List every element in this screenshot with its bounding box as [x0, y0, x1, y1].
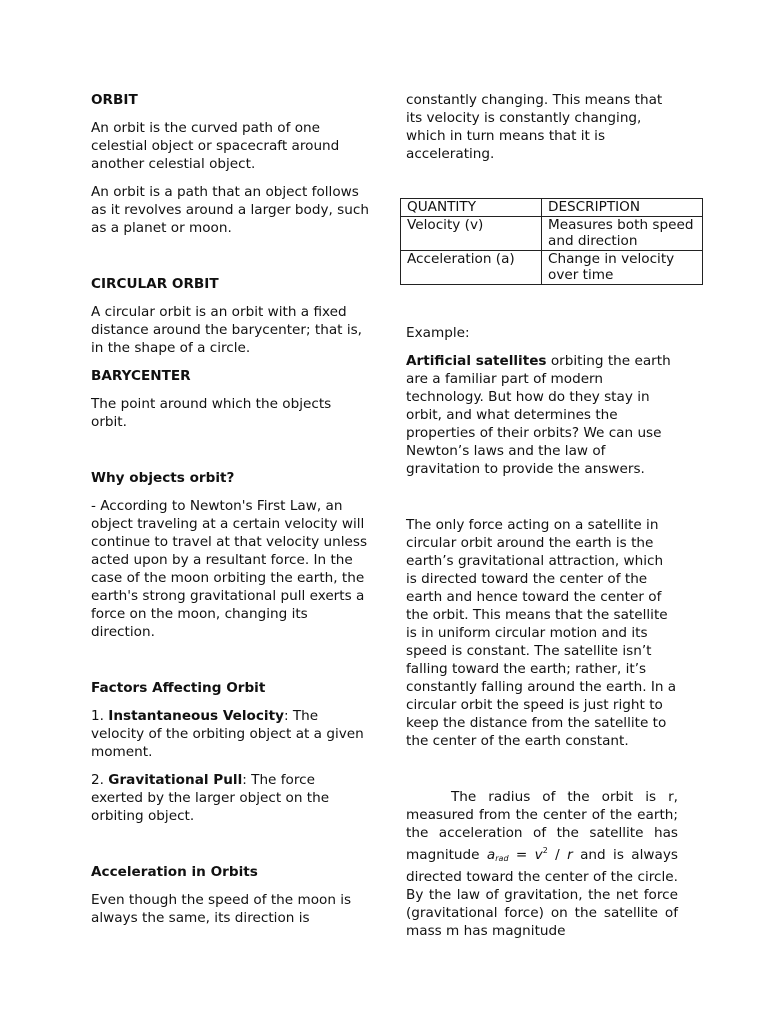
acceleration-text: Even though the speed of the moon is always the same, its direction is	[91, 892, 352, 926]
math-equals: =	[508, 846, 535, 863]
math-superscript: 2	[542, 845, 548, 855]
factor-2	[91, 771, 369, 825]
orbit-radius-paragraph	[406, 788, 678, 940]
acceleration-continued-text: constantly changing. This means that its velocity is constantly changing, which in turn means that it is accelerating.	[406, 92, 663, 162]
circular-orbit-definition: A circular orbit is an orbit with a fixed distance around the barycenter; that is, in the shape of a circle.	[91, 304, 363, 356]
orbit-definition-2: An orbit is a path that an object follows as it revolves around a larger body, such as a planet or moon.	[91, 184, 369, 236]
spacer	[406, 173, 678, 198]
spacer	[91, 247, 369, 275]
radius-text-b: and is always directed toward the center of the circle. By the law of gravitation, the net force (gravitational force) on the satellite of mass m has magnitude	[406, 846, 678, 939]
spacer	[91, 441, 369, 469]
math-a: a	[486, 846, 496, 863]
math-r: r	[567, 846, 573, 863]
quantity-table	[400, 198, 703, 285]
right-column	[406, 91, 694, 950]
table-row	[401, 250, 703, 284]
factor-1-number: 1.	[91, 708, 109, 724]
table-cell: Measures both speed and direction	[542, 216, 703, 250]
factor-2-description: : The force exerted by the larger object on the orbiting object.	[91, 772, 330, 824]
factors-heading: Factors Affecting Orbit	[91, 680, 266, 696]
table-row	[401, 216, 703, 250]
satellites-term: Artificial satellites	[406, 352, 547, 369]
factor-1	[91, 707, 369, 761]
barycenter-definition: The point around which the objects orbit.	[91, 396, 332, 430]
gravity-force-paragraph: The only force acting on a satellite in circular orbit around the earth is the earth’s gravitational attraction, which is directed toward the center of the earth and hence toward the center of the orbit. This means that the satellite is in uniform circular motion and its speed is constant. The satellite isn’t falling toward the earth; rather, it’s constantly falling around the earth. In a circular orbit the speed is just right to keep the distance from the satellite to the center of the earth constant.	[406, 516, 677, 749]
spacer	[91, 651, 369, 679]
math-subscript: rad	[495, 853, 509, 863]
table-cell: Acceleration (a)	[401, 250, 542, 284]
spacer	[406, 760, 678, 788]
spacer	[91, 835, 369, 863]
table-header-cell: QUANTITY	[401, 199, 542, 217]
table-header-cell: DESCRIPTION	[542, 199, 703, 217]
table-cell: Change in velocity over time	[542, 250, 703, 284]
orbit-heading: ORBIT	[91, 92, 138, 108]
math-v: v	[534, 846, 543, 863]
factor-1-description: : The velocity of the orbiting object at a given moment.	[91, 708, 364, 760]
table-cell: Velocity (v)	[401, 216, 542, 250]
satellites-text: orbiting the earth are a familiar part of modern technology. But how do they stay in orbit, and what determines the properties of their orbits? We can use Newton’s laws and the law of gravitation to provide the answers.	[406, 352, 671, 477]
why-objects-orbit-heading: Why objects orbit?	[91, 470, 235, 486]
spacer	[406, 285, 678, 324]
math-divide: /	[547, 846, 568, 863]
factor-1-term: Instantaneous Velocity	[108, 708, 284, 724]
why-objects-orbit-text: - According to Newton's First Law, an object traveling at a certain velocity will continue to travel at that velocity unless acted upon by a resultant force. In the case of the moon orbiting the earth, the earth's strong gravitational pull exerts a force on the moon, changing its direction.	[91, 498, 368, 640]
left-column	[91, 91, 369, 937]
table-header-row	[401, 199, 703, 217]
factor-2-number: 2.	[91, 772, 109, 788]
circular-orbit-heading: CIRCULAR ORBIT	[91, 276, 219, 292]
radius-text-a: The radius of the orbit is r, measured from the center of the earth; the acceleration of the satellite has magnitude	[406, 788, 678, 863]
barycenter-heading: BARYCENTER	[91, 368, 191, 384]
acceleration-heading: Acceleration in Orbits	[91, 864, 258, 880]
orbit-definition-1: An orbit is the curved path of one celestial object or spacecraft around another celestial object.	[91, 120, 340, 172]
satellites-paragraph	[406, 352, 678, 478]
example-label: Example:	[406, 324, 470, 341]
factor-2-term: Gravitational Pull	[108, 772, 243, 788]
spacer	[406, 488, 678, 516]
